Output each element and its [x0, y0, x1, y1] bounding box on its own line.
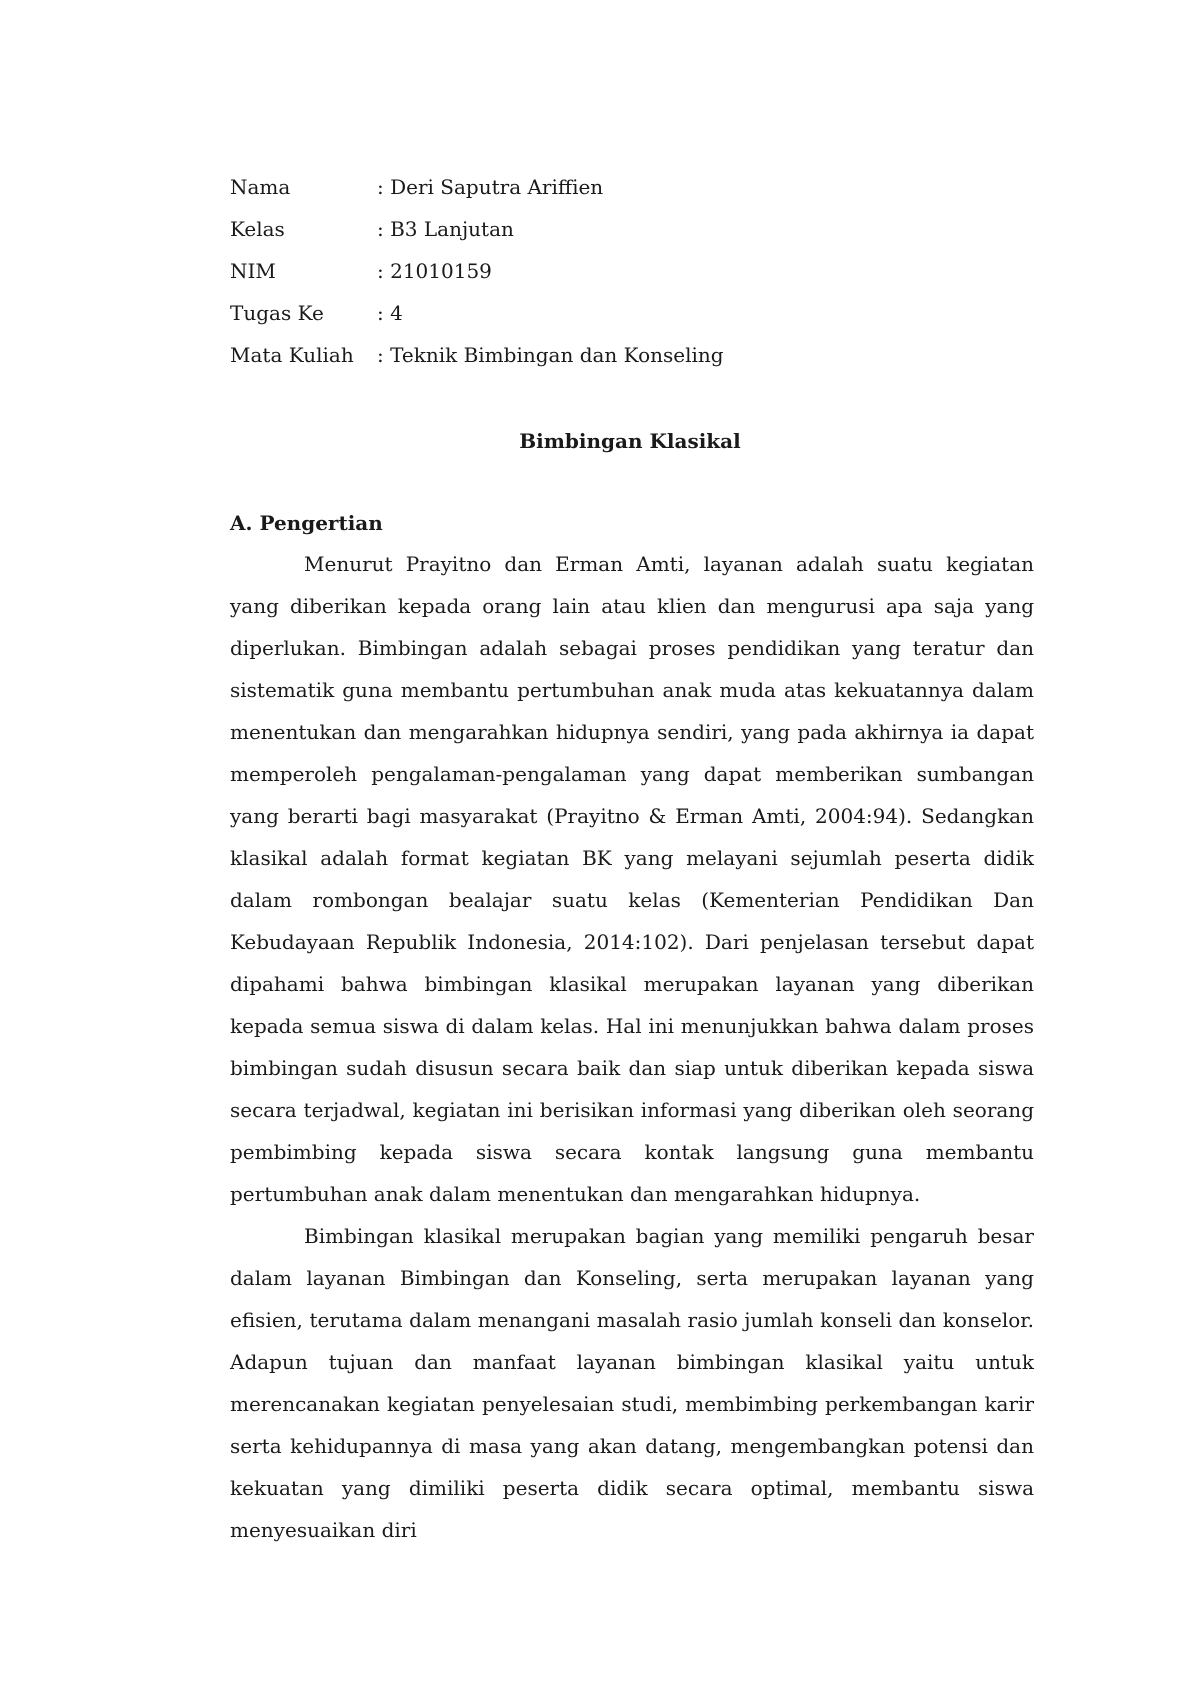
- info-value: : Deri Saputra Ariffien: [377, 175, 604, 199]
- info-value: : B3 Lanjutan: [377, 217, 514, 241]
- info-label: Mata Kuliah: [230, 343, 354, 367]
- body-text: [230, 543, 1034, 1551]
- info-row-tugas: [230, 296, 724, 338]
- info-value: : Teknik Bimbingan dan Konseling: [377, 343, 724, 367]
- student-info: [230, 170, 724, 380]
- document-title: Bimbingan Klasikal: [519, 429, 741, 453]
- paragraph: Bimbingan klasikal merupakan bagian yang memiliki pengaruh besar dalam layanan Bimbingan dan Konseling, serta merupakan layanan yang efisien, terutama dalam menangani masalah rasio jumlah konseli dan konselor. Adapun tujuan dan manfaat layanan bimbingan klasikal yaitu untuk merencanakan kegiatan penyelesaian studi, membimbing perkembangan karir serta kehidupannya di masa yang akan datang, mengembangkan potensi dan kekuatan yang dimiliki peserta didik secara optimal, membantu siswa menyesuaikan diri: [230, 1224, 1034, 1542]
- info-row-nim: [230, 254, 724, 296]
- section-heading: A. Pengertian: [230, 511, 383, 535]
- info-value: : 21010159: [377, 259, 492, 283]
- info-label: Kelas: [230, 217, 285, 241]
- info-row-mata-kuliah: [230, 338, 724, 380]
- paragraph: Menurut Prayitno dan Erman Amti, layanan adalah suatu kegiatan yang diberikan kepada orang lain atau klien dan mengurusi apa saja yang diperlukan. Bimbingan adalah sebagai proses pendidikan yang teratur dan sistematik guna membantu pertumbuhan anak muda atas kekuatannya dalam menentukan dan mengarahkan hidupnya sendiri, yang pada akhirnya ia dapat memperoleh pengalaman-pengalaman yang dapat memberikan sumbangan yang berarti bagi masyarakat (Prayitno & Erman Amti, 2004:94). Sedangkan klasikal adalah format kegiatan BK yang melayani sejumlah peserta didik dalam rombongan bealajar suatu kelas (Kementerian Pendidikan Dan Kebudayaan Republik Indonesia, 2014:102). Dari penjelasan tersebut dapat dipahami bahwa bimbingan klasikal merupakan layanan yang diberikan kepada semua siswa di dalam kelas. Hal ini menunjukkan bahwa dalam proses bimbingan sudah disusun secara baik dan siap untuk diberikan kepada siswa secara terjadwal, kegiatan ini berisikan informasi yang diberikan oleh seorang pembimbing kepada siswa secara kontak langsung guna membantu pertumbuhan anak dalam menentukan dan mengarahkan hidupnya.: [230, 552, 1034, 1206]
- info-label: Tugas Ke: [230, 301, 324, 325]
- info-row-nama: [230, 170, 724, 212]
- info-label: Nama: [230, 175, 291, 199]
- info-label: NIM: [230, 259, 276, 283]
- info-row-kelas: [230, 212, 724, 254]
- info-value: : 4: [377, 301, 403, 325]
